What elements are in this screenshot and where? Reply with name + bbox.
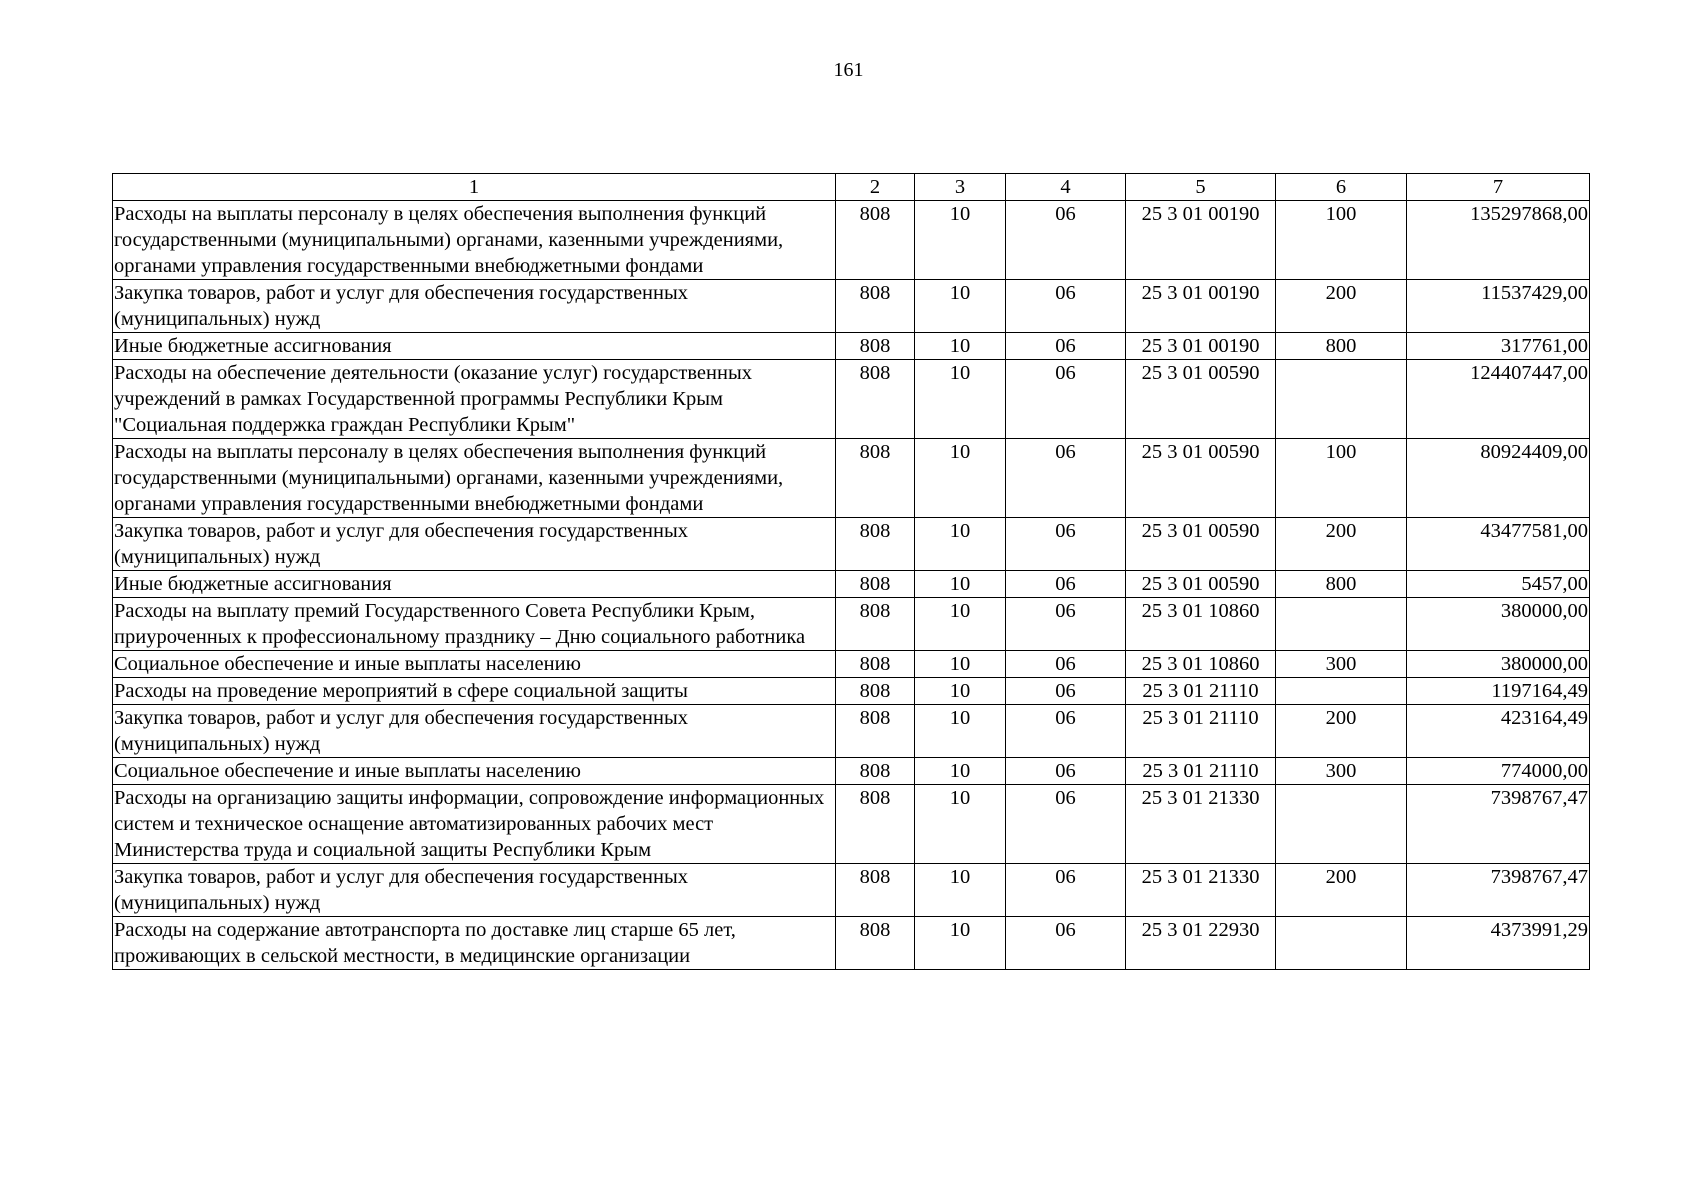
ministry-code-cell: 808 <box>836 785 915 864</box>
page-number: 161 <box>833 59 864 81</box>
amount-cell: 43477581,00 <box>1407 518 1590 571</box>
target-article-cell: 25 3 01 21110 <box>1126 705 1276 758</box>
table-row <box>113 917 1590 970</box>
ministry-code-cell: 808 <box>836 280 915 333</box>
ministry-code-cell: 808 <box>836 439 915 518</box>
table-row <box>113 360 1590 439</box>
ministry-code-cell: 808 <box>836 333 915 360</box>
subsection-cell: 06 <box>1006 333 1126 360</box>
amount-cell: 135297868,00 <box>1407 201 1590 280</box>
ministry-code-cell: 808 <box>836 678 915 705</box>
ministry-code-cell: 808 <box>836 571 915 598</box>
header-row <box>113 174 1590 201</box>
table-row <box>113 651 1590 678</box>
section-cell: 10 <box>915 705 1006 758</box>
row-name-cell: Расходы на проведение мероприятий в сфере социальной защиты <box>113 678 836 705</box>
expense-type-cell: 200 <box>1276 864 1407 917</box>
subsection-cell: 06 <box>1006 201 1126 280</box>
target-article-cell: 25 3 01 10860 <box>1126 598 1276 651</box>
header-cell-7: 7 <box>1407 174 1590 201</box>
expense-type-cell: 200 <box>1276 280 1407 333</box>
expense-type-cell: 100 <box>1276 201 1407 280</box>
subsection-cell: 06 <box>1006 651 1126 678</box>
header-cell-2: 2 <box>836 174 915 201</box>
table-row <box>113 785 1590 864</box>
target-article-cell: 25 3 01 00590 <box>1126 518 1276 571</box>
expense-type-cell <box>1276 598 1407 651</box>
header-cell-4: 4 <box>1006 174 1126 201</box>
section-cell: 10 <box>915 758 1006 785</box>
target-article-cell: 25 3 01 00590 <box>1126 571 1276 598</box>
amount-cell: 380000,00 <box>1407 598 1590 651</box>
ministry-code-cell: 808 <box>836 758 915 785</box>
target-article-cell: 25 3 01 00190 <box>1126 333 1276 360</box>
expense-type-cell: 100 <box>1276 439 1407 518</box>
row-name-cell: Социальное обеспечение и иные выплаты населению <box>113 651 836 678</box>
expense-type-cell <box>1276 678 1407 705</box>
section-cell: 10 <box>915 651 1006 678</box>
target-article-cell: 25 3 01 21110 <box>1126 678 1276 705</box>
ministry-code-cell: 808 <box>836 598 915 651</box>
row-name-cell: Расходы на выплаты персоналу в целях обеспечения выполнения функций государственными (муниципальными) органами, казенными учреждениями, органами управления государственными внебюджетными фондами <box>113 201 836 280</box>
row-name-cell: Закупка товаров, работ и услуг для обеспечения государственных (муниципальных) нужд <box>113 280 836 333</box>
amount-cell: 423164,49 <box>1407 705 1590 758</box>
table-row <box>113 571 1590 598</box>
header-cell-6: 6 <box>1276 174 1407 201</box>
ministry-code-cell: 808 <box>836 705 915 758</box>
section-cell: 10 <box>915 201 1006 280</box>
header-cell-5: 5 <box>1126 174 1276 201</box>
subsection-cell: 06 <box>1006 598 1126 651</box>
subsection-cell: 06 <box>1006 758 1126 785</box>
row-name-cell: Расходы на организацию защиты информации, сопровождение информационных систем и техническое оснащение автоматизированных рабочих мест Министерства труда и социальной защиты Республики Крым <box>113 785 836 864</box>
table-row <box>113 280 1590 333</box>
expense-type-cell: 800 <box>1276 571 1407 598</box>
amount-cell: 11537429,00 <box>1407 280 1590 333</box>
amount-cell: 4373991,29 <box>1407 917 1590 970</box>
expense-type-cell <box>1276 785 1407 864</box>
subsection-cell: 06 <box>1006 518 1126 571</box>
row-name-cell: Закупка товаров, работ и услуг для обеспечения государственных (муниципальных) нужд <box>113 864 836 917</box>
row-name-cell: Социальное обеспечение и иные выплаты населению <box>113 758 836 785</box>
section-cell: 10 <box>915 360 1006 439</box>
ministry-code-cell: 808 <box>836 917 915 970</box>
subsection-cell: 06 <box>1006 705 1126 758</box>
amount-cell: 5457,00 <box>1407 571 1590 598</box>
row-name-cell: Расходы на выплаты персоналу в целях обеспечения выполнения функций государственными (муниципальными) органами, казенными учреждениями, органами управления государственными внебюджетными фондами <box>113 439 836 518</box>
expense-type-cell: 800 <box>1276 333 1407 360</box>
ministry-code-cell: 808 <box>836 651 915 678</box>
ministry-code-cell: 808 <box>836 518 915 571</box>
section-cell: 10 <box>915 280 1006 333</box>
subsection-cell: 06 <box>1006 360 1126 439</box>
subsection-cell: 06 <box>1006 439 1126 518</box>
target-article-cell: 25 3 01 21110 <box>1126 758 1276 785</box>
section-cell: 10 <box>915 785 1006 864</box>
target-article-cell: 25 3 01 21330 <box>1126 864 1276 917</box>
target-article-cell: 25 3 01 00190 <box>1126 201 1276 280</box>
table-row <box>113 864 1590 917</box>
expense-type-cell <box>1276 917 1407 970</box>
section-cell: 10 <box>915 864 1006 917</box>
expense-type-cell <box>1276 360 1407 439</box>
table-row <box>113 678 1590 705</box>
row-name-cell: Иные бюджетные ассигнования <box>113 333 836 360</box>
subsection-cell: 06 <box>1006 678 1126 705</box>
row-name-cell: Закупка товаров, работ и услуг для обеспечения государственных (муниципальных) нужд <box>113 518 836 571</box>
target-article-cell: 25 3 01 10860 <box>1126 651 1276 678</box>
amount-cell: 774000,00 <box>1407 758 1590 785</box>
header-cell-3: 3 <box>915 174 1006 201</box>
row-name-cell: Иные бюджетные ассигнования <box>113 571 836 598</box>
table-row <box>113 439 1590 518</box>
expense-type-cell: 300 <box>1276 758 1407 785</box>
section-cell: 10 <box>915 518 1006 571</box>
table-row <box>113 758 1590 785</box>
row-name-cell: Расходы на обеспечение деятельности (оказание услуг) государственных учреждений в рамках Государственной программы Республики Крым "Социальная поддержка граждан Республики Крым" <box>113 360 836 439</box>
amount-cell: 7398767,47 <box>1407 864 1590 917</box>
subsection-cell: 06 <box>1006 785 1126 864</box>
row-name-cell: Расходы на содержание автотранспорта по доставке лиц старше 65 лет, проживающих в сельской местности, в медицинские организации <box>113 917 836 970</box>
section-cell: 10 <box>915 598 1006 651</box>
section-cell: 10 <box>915 917 1006 970</box>
target-article-cell: 25 3 01 00590 <box>1126 360 1276 439</box>
row-name-cell: Расходы на выплату премий Государственного Совета Республики Крым, приуроченных к профессиональному празднику – Дню социального работника <box>113 598 836 651</box>
amount-cell: 1197164,49 <box>1407 678 1590 705</box>
amount-cell: 7398767,47 <box>1407 785 1590 864</box>
section-cell: 10 <box>915 678 1006 705</box>
amount-cell: 317761,00 <box>1407 333 1590 360</box>
target-article-cell: 25 3 01 21330 <box>1126 785 1276 864</box>
section-cell: 10 <box>915 571 1006 598</box>
subsection-cell: 06 <box>1006 864 1126 917</box>
table-row <box>113 333 1590 360</box>
amount-cell: 124407447,00 <box>1407 360 1590 439</box>
ministry-code-cell: 808 <box>836 360 915 439</box>
section-cell: 10 <box>915 333 1006 360</box>
subsection-cell: 06 <box>1006 280 1126 333</box>
ministry-code-cell: 808 <box>836 864 915 917</box>
header-cell-1: 1 <box>113 174 836 201</box>
table-row <box>113 598 1590 651</box>
target-article-cell: 25 3 01 00590 <box>1126 439 1276 518</box>
subsection-cell: 06 <box>1006 571 1126 598</box>
target-article-cell: 25 3 01 00190 <box>1126 280 1276 333</box>
target-article-cell: 25 3 01 22930 <box>1126 917 1276 970</box>
table-row <box>113 518 1590 571</box>
amount-cell: 80924409,00 <box>1407 439 1590 518</box>
section-cell: 10 <box>915 439 1006 518</box>
row-name-cell: Закупка товаров, работ и услуг для обеспечения государственных (муниципальных) нужд <box>113 705 836 758</box>
table-row <box>113 705 1590 758</box>
expense-type-cell: 200 <box>1276 518 1407 571</box>
ministry-code-cell: 808 <box>836 201 915 280</box>
expense-type-cell: 200 <box>1276 705 1407 758</box>
budget-table <box>112 173 1590 970</box>
amount-cell: 380000,00 <box>1407 651 1590 678</box>
table-row <box>113 201 1590 280</box>
expense-type-cell: 300 <box>1276 651 1407 678</box>
subsection-cell: 06 <box>1006 917 1126 970</box>
